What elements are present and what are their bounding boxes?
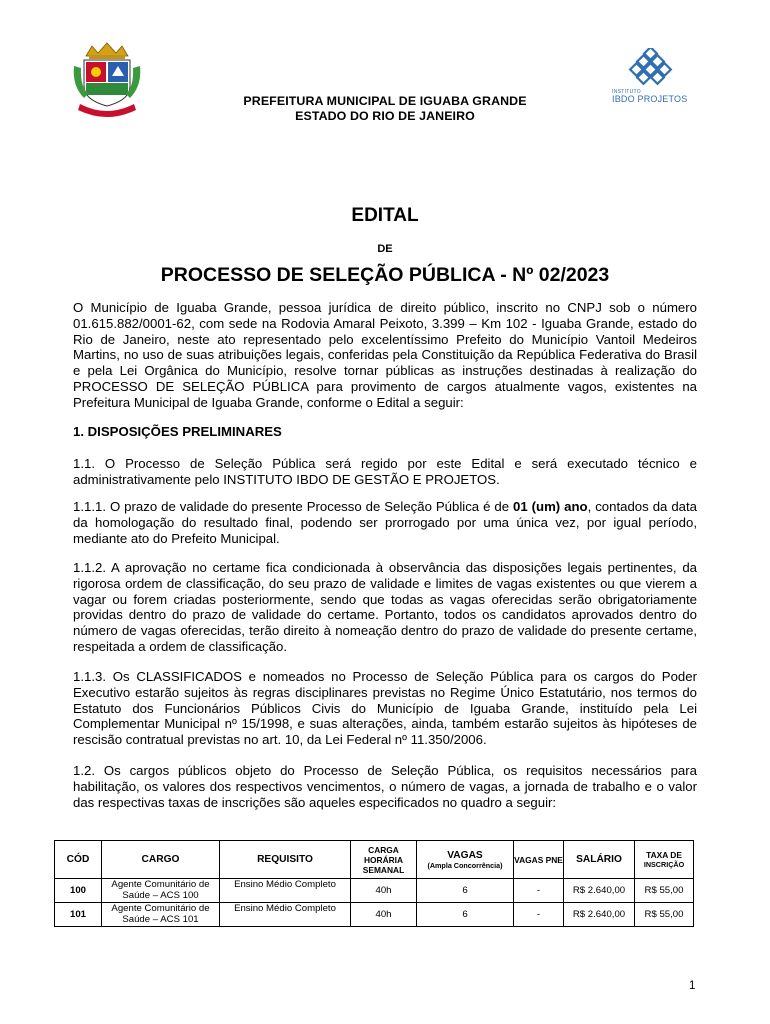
cell-salario: R$ 2.640,00 [564,879,635,903]
cell-cod: 101 [55,903,102,927]
header-vagas-label: VAGAS [447,849,483,861]
paragraph-1-2: 1.2. Os cargos públicos objeto do Processo de Seleção Pública, os requisitos necessários para habilitação, os valores dos respectivos vencimentos, o número de vagas, a jornada de trabalho e o valor das respectivas taxas de inscrições são aqueles especificados no quadro a seguir: [73,763,697,810]
paragraph-1-1-1-end: , contados da data da homologação do resultado final, podendo ser prorrogado por uma única vez, por igual período, mediante ato do Prefeito Municipal. [73,499,697,546]
paragraph-1-1-2: 1.1.2. A aprovação no certame fica condicionada à observância das disposições legais pertinentes, da rigorosa ordem de classificação, do seu prazo de validade e limites de vagas existentes ou que vierem a vagar ou forem criadas posteriormente, sendo que todas as vagas oferecidas serão obrigatoriamente providas dentro do prazo de validade do certame. Portanto, todos os candidatos aprovados dentro do número de vagas oferecidas, terão direito à nomeação dentro do prazo de validade do presente certame, respeitada a ordem de classificação. [73,560,697,654]
table-row [55,879,694,903]
logo-brand-label: IBDO PROJETOS [612,94,688,104]
header-requisito: REQUISITO [220,841,351,879]
header-taxa-label: TAXA DE [646,849,682,860]
logo-small-label: INSTITUTO [612,89,641,95]
title-connector: DE [377,243,393,255]
header-cargo: CARGO [102,841,220,879]
cell-requisito: Ensino Médio Completo [220,903,351,927]
header-estado: ESTADO DO RIO DE JANEIRO [295,109,475,123]
header-vagas-pne: VAGAS PNE [514,841,564,879]
cell-salario: R$ 2.640,00 [564,903,635,927]
cell-pne: - [514,879,564,903]
cell-cargo: Agente Comunitário de Saúde – ACS 101 [102,903,220,927]
section-heading: 1. DISPOSIÇÕES PRELIMINARES [73,424,282,439]
document-title: EDITAL [351,205,419,226]
process-title: PROCESSO DE SELEÇÃO PÚBLICA - Nº 02/2023 [160,264,610,286]
header-carga: CARGA HORÁRIA SEMANAL [351,841,417,879]
header-taxa [635,841,694,879]
validity-period: 01 (um) ano [513,499,588,514]
header-prefeitura: PREFEITURA MUNICIPAL DE IGUABA GRANDE [243,94,527,108]
cell-pne: - [514,903,564,927]
table-row [55,903,694,927]
paragraph-1-1-1-start: 1.1.1. O prazo de validade do presente Processo de Seleção Pública é de [73,499,513,514]
paragraph-1-1-3: 1.1.3. Os CLASSIFICADOS e nomeados no Processo de Seleção Pública para os cargos do Poder Executivo estarão sujeitos às regras disciplinares previstas no Regime Único Estatutário, nos termos do Estatuto dos Funcionários Públicos Civis do Município de Iguaba Grande, instituído pela Lei Complementar Municipal nº 15/1998, e suas alterações, ainda, também estarão sujeitos às hipóteses de rescisão contratual previstas no art. 10, da Lei Federal nº 11.350/2006. [73,669,697,748]
intro-paragraph: O Município de Iguaba Grande, pessoa jurídica de direito público, inscrito no CNPJ sob o número 01.615.882/0001-62, com sede na Rodovia Amaral Peixoto, 3.399 – Km 102 - Iguaba Grande, estado do Rio de Janeiro, neste ato representado pelo excelentíssimo Prefeito do Município Vantoil Medeiros Martins, no uso de suas atribuições legais, conferidas pela Constituição da República Federativa do Brasil e pela Lei Orgânica do Município, resolve tornar públicas as instruções destinadas à realização do PROCESSO DE SELEÇÃO PÚBLICA para provimento de cargos atualmente vagos, existentes na Prefeitura Municipal de Iguaba Grande, conforme o Edital a seguir: [73,300,697,410]
cell-cod: 100 [55,879,102,903]
cell-vagas: 6 [417,903,514,927]
cell-carga: 40h [351,903,417,927]
cell-carga: 40h [351,879,417,903]
cell-requisito: Ensino Médio Completo [220,879,351,903]
header-vagas-sub: (Ampla Concorrência) [427,860,503,870]
paragraph-1-1: 1.1. O Processo de Seleção Pública será regido por este Edital e será executado técnico e administrativamente pelo INSTITUTO IBDO DE GESTÃO E PROJETOS. [73,456,697,487]
cell-vagas: 6 [417,879,514,903]
ibdo-logo-mark-icon [628,48,676,88]
positions-table [54,840,694,927]
table-header-row [55,841,694,879]
header-cod: CÓD [55,841,102,879]
cell-taxa: R$ 55,00 [635,879,694,903]
header-salario: SALÁRIO [564,841,635,879]
header-taxa-sub: INSCRIÇÃO [643,859,685,869]
cell-cargo: Agente Comunitário de Saúde – ACS 100 [102,879,220,903]
header-vagas [417,841,514,879]
paragraph-1-1-1 [73,499,697,546]
cell-taxa: R$ 55,00 [635,903,694,927]
page-number: 1 [689,980,696,992]
